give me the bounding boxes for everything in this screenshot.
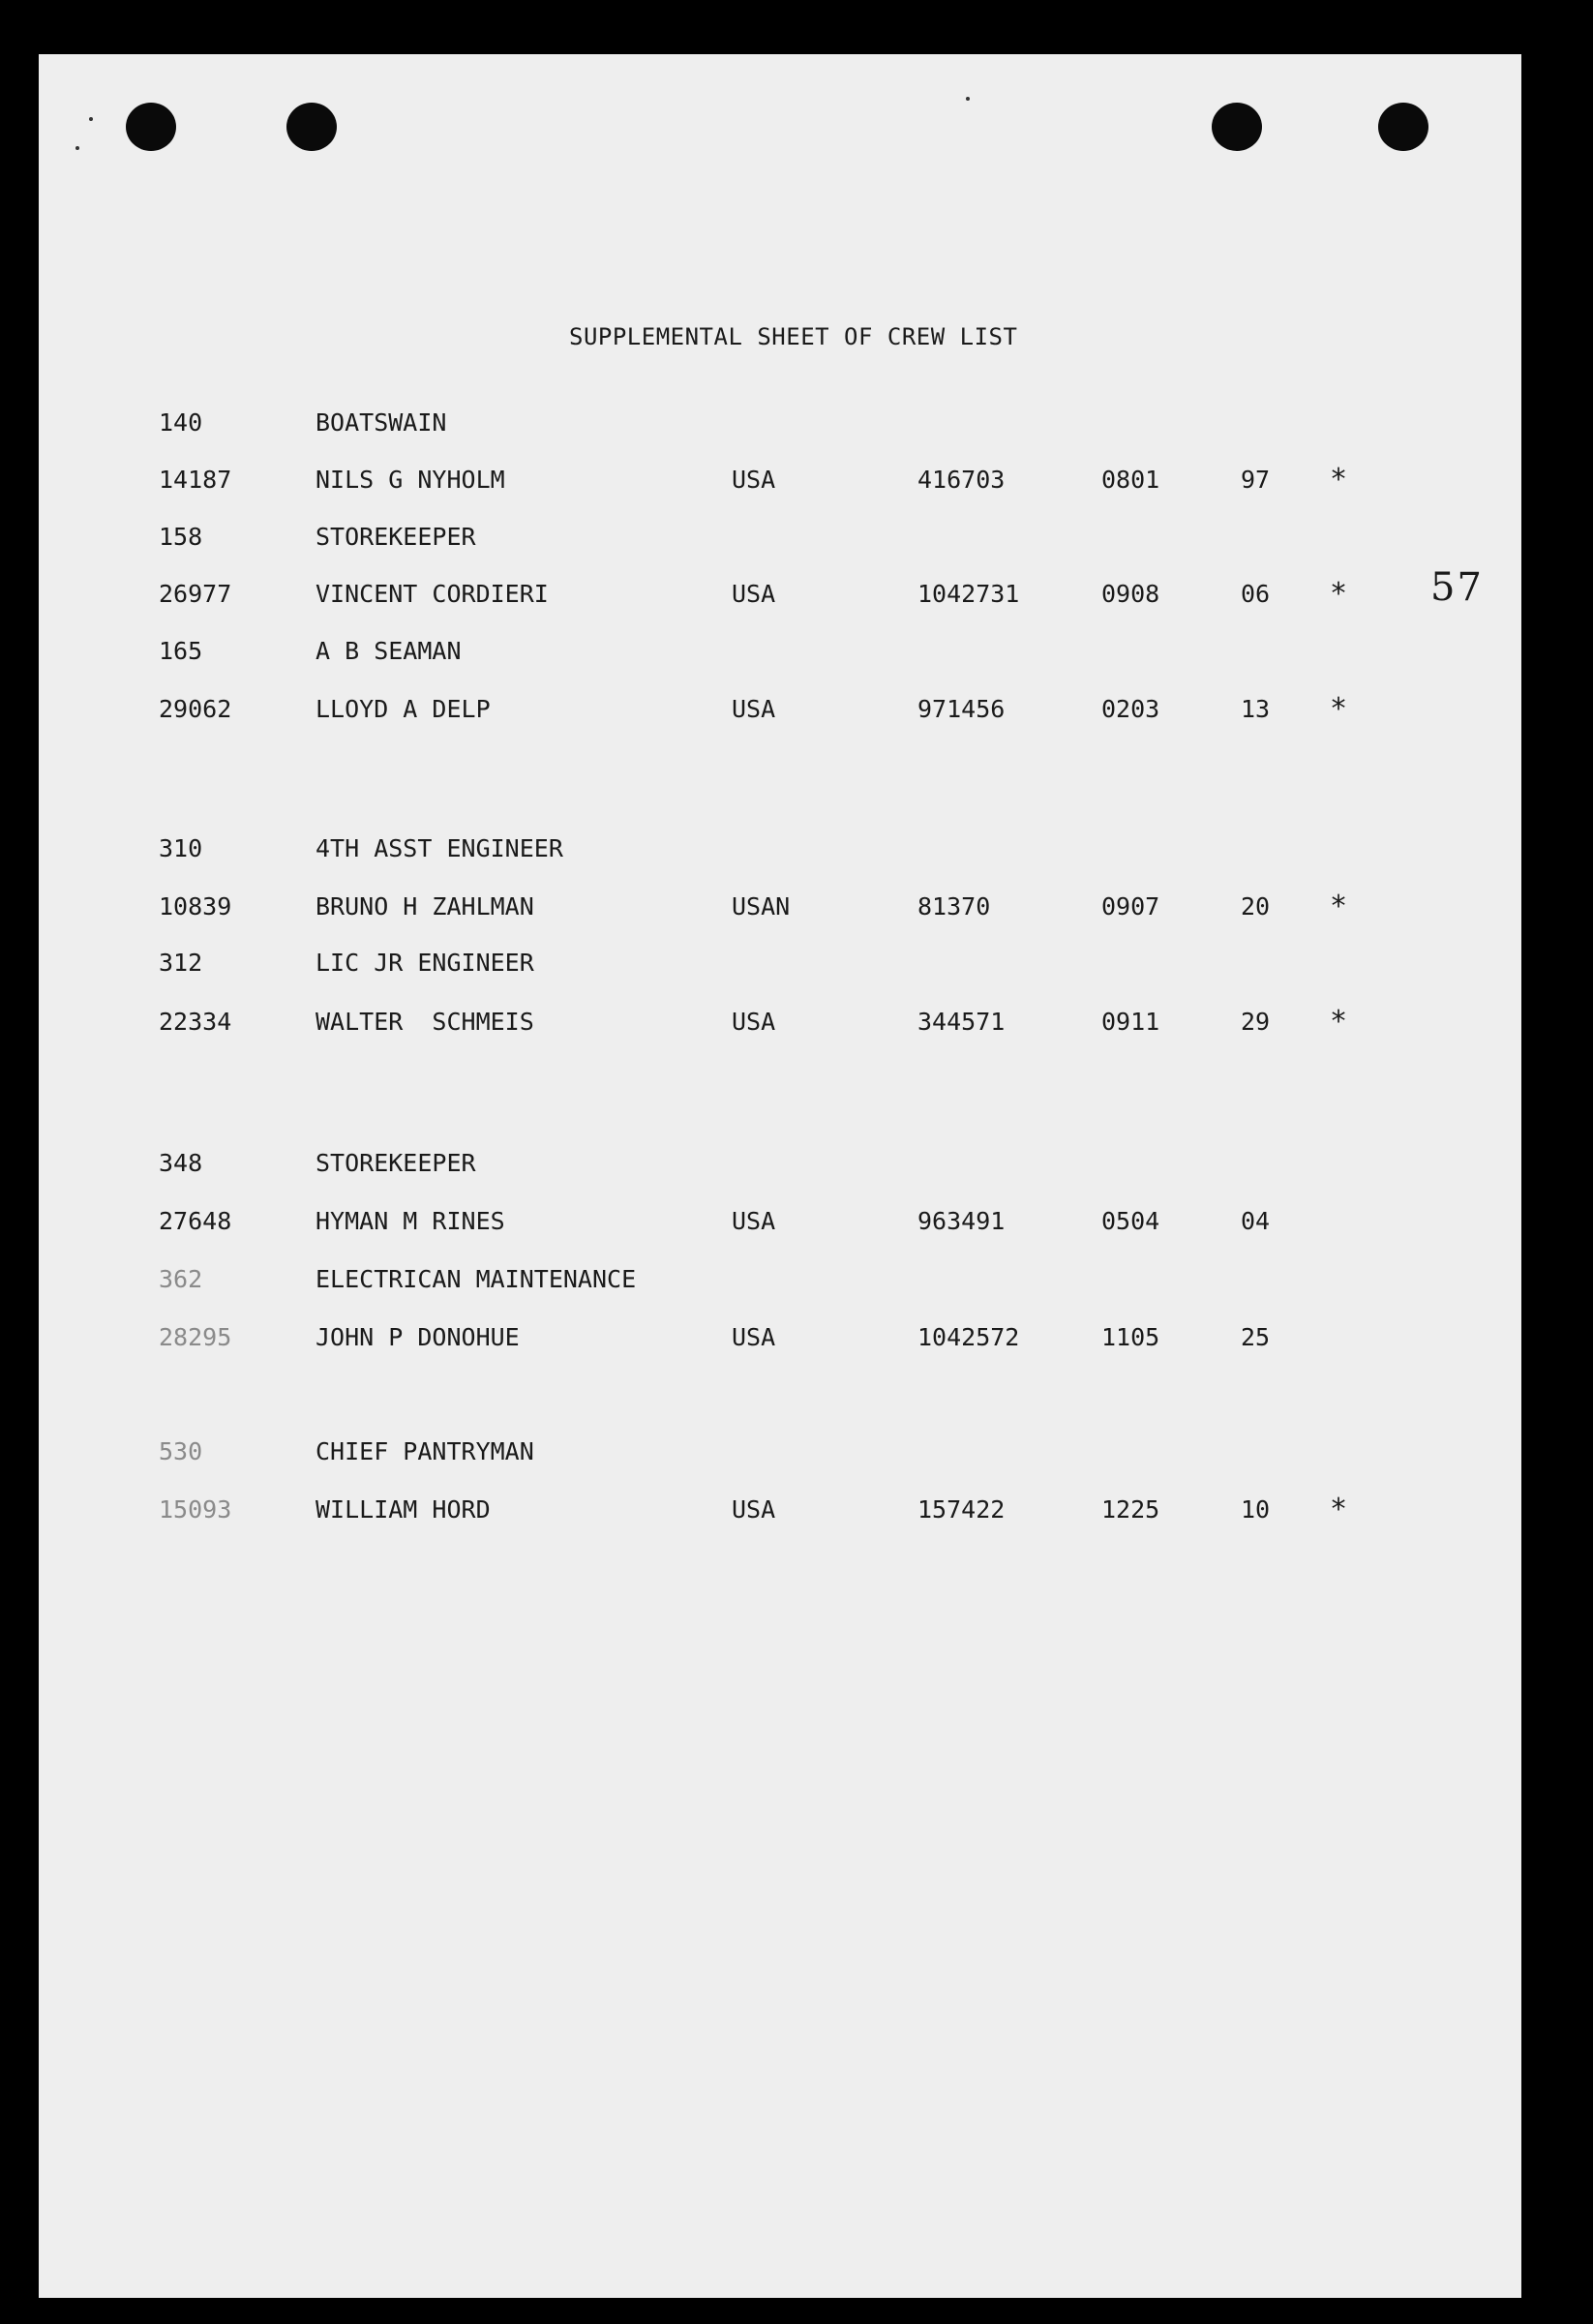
rating-row <box>39 834 1521 869</box>
crew-nationality: USAN <box>732 892 791 921</box>
punch-hole <box>1378 103 1428 151</box>
crew-nationality: USA <box>732 1323 776 1351</box>
crew-certificate: 1042572 <box>917 1323 1020 1351</box>
crew-age: 04 <box>1241 1207 1271 1235</box>
rating-number: 310 <box>159 834 203 862</box>
rating-row <box>39 523 1521 558</box>
crew-name: VINCENT CORDIERI <box>316 580 549 608</box>
punch-hole <box>1212 103 1262 151</box>
rating-row <box>39 949 1521 983</box>
rating-row <box>39 1149 1521 1184</box>
crew-number: 28295 <box>159 1323 232 1351</box>
rating-label: BOATSWAIN <box>316 408 447 437</box>
crew-name: WILLIAM HORD <box>316 1495 491 1524</box>
rating-row <box>39 637 1521 672</box>
paper-speck <box>966 97 970 101</box>
crew-age: 13 <box>1241 695 1271 723</box>
crew-certificate: 971456 <box>917 695 1006 723</box>
crew-number: 26977 <box>159 580 232 608</box>
crew-number: 14187 <box>159 466 232 494</box>
crew-name: WALTER SCHMEIS <box>316 1008 534 1036</box>
crew-name: LLOYD A DELP <box>316 695 491 723</box>
crew-code: 0203 <box>1101 695 1160 723</box>
crew-name: BRUNO H ZAHLMAN <box>316 892 534 921</box>
crew-mark: * <box>1330 1493 1348 1526</box>
crew-nationality: USA <box>732 695 776 723</box>
crew-certificate: 1042731 <box>917 580 1020 608</box>
crew-member-row <box>39 1323 1521 1358</box>
rating-row <box>39 1437 1521 1472</box>
crew-nationality: USA <box>732 1207 776 1235</box>
crew-nationality: USA <box>732 1008 776 1036</box>
crew-certificate: 81370 <box>917 892 991 921</box>
rating-number: 158 <box>159 523 203 551</box>
crew-age: 97 <box>1241 466 1271 494</box>
crew-age: 29 <box>1241 1008 1271 1036</box>
crew-mark: * <box>1330 692 1348 726</box>
crew-number: 27648 <box>159 1207 232 1235</box>
crew-code: 1105 <box>1101 1323 1160 1351</box>
crew-certificate: 157422 <box>917 1495 1006 1524</box>
crew-name: NILS G NYHOLM <box>316 466 505 494</box>
crew-nationality: USA <box>732 1495 776 1524</box>
crew-member-row <box>39 577 1521 615</box>
crew-age: 10 <box>1241 1495 1271 1524</box>
crew-mark: * <box>1330 577 1348 611</box>
crew-name: HYMAN M RINES <box>316 1207 505 1235</box>
paper-speck <box>89 117 93 121</box>
rating-label: A B SEAMAN <box>316 637 462 665</box>
punch-hole <box>126 103 176 151</box>
crew-code: 0504 <box>1101 1207 1160 1235</box>
rating-number: 348 <box>159 1149 203 1177</box>
punch-hole <box>286 103 337 151</box>
rating-number: 140 <box>159 408 203 437</box>
crew-mark: * <box>1330 463 1348 497</box>
crew-certificate: 416703 <box>917 466 1006 494</box>
crew-age: 20 <box>1241 892 1271 921</box>
paper-speck <box>75 146 79 150</box>
page-number: 57 <box>1430 565 1484 610</box>
rating-row <box>39 1265 1521 1300</box>
rating-row <box>39 408 1521 443</box>
rating-label: 4TH ASST ENGINEER <box>316 834 563 862</box>
rating-label: CHIEF PANTRYMAN <box>316 1437 534 1465</box>
crew-age: 25 <box>1241 1323 1271 1351</box>
crew-member-row <box>39 892 1521 927</box>
crew-code: 1225 <box>1101 1495 1160 1524</box>
crew-certificate: 344571 <box>917 1008 1006 1036</box>
rating-number: 362 <box>159 1265 203 1293</box>
crew-code: 0911 <box>1101 1008 1160 1036</box>
document-title: SUPPLEMENTAL SHEET OF CREW LIST <box>569 323 1018 350</box>
rating-number: 312 <box>159 949 203 977</box>
crew-member-row <box>39 1005 1521 1042</box>
rating-label: LIC JR ENGINEER <box>316 949 534 977</box>
crew-code: 0907 <box>1101 892 1160 921</box>
rating-number: 530 <box>159 1437 203 1465</box>
crew-nationality: USA <box>732 466 776 494</box>
crew-member-row <box>39 692 1521 730</box>
crew-mark: * <box>1330 890 1348 923</box>
rating-number: 165 <box>159 637 203 665</box>
crew-number: 10839 <box>159 892 232 921</box>
crew-mark: * <box>1330 1005 1348 1039</box>
crew-list-sheet <box>39 54 1521 2298</box>
crew-nationality: USA <box>732 580 776 608</box>
crew-certificate: 963491 <box>917 1207 1006 1235</box>
crew-number: 15093 <box>159 1495 232 1524</box>
rating-label: ELECTRICAN MAINTENANCE <box>316 1265 637 1293</box>
crew-number: 29062 <box>159 695 232 723</box>
crew-member-row <box>39 463 1521 500</box>
rating-label: STOREKEEPER <box>316 523 476 551</box>
crew-name: JOHN P DONOHUE <box>316 1323 520 1351</box>
rating-label: STOREKEEPER <box>316 1149 476 1177</box>
crew-member-row <box>39 1207 1521 1242</box>
crew-number: 22334 <box>159 1008 232 1036</box>
crew-code: 0801 <box>1101 466 1160 494</box>
crew-age: 06 <box>1241 580 1271 608</box>
crew-code: 0908 <box>1101 580 1160 608</box>
crew-member-row <box>39 1495 1521 1530</box>
